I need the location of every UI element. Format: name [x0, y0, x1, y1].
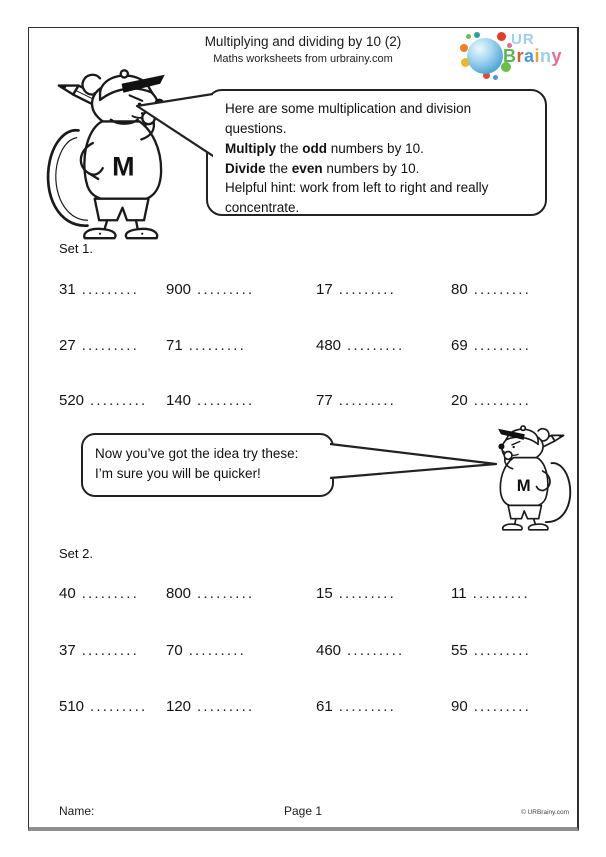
bubble-line: Helpful hint: work from left to right and really concentrate. [225, 180, 489, 216]
answer-blank: ......... [473, 698, 531, 715]
answer-blank: ......... [338, 392, 396, 409]
logo-dot [493, 75, 498, 80]
speech-bubble-instructions [206, 89, 547, 216]
question-item: 27 ......... [59, 337, 139, 354]
mascot-shirt-letter: M [112, 151, 135, 182]
question-item: 61 ......... [316, 698, 396, 715]
speech-bubble-tail [133, 90, 213, 164]
set1-label: Set 1. [59, 241, 93, 256]
question-item: 37 ......... [59, 642, 139, 659]
question-item: 20 ......... [451, 392, 531, 409]
question-item: 15 ......... [316, 585, 396, 602]
set1-row-2 [59, 337, 569, 354]
page-subtitle: Maths worksheets from urbrainy.com [213, 53, 393, 65]
logo-dot [474, 32, 480, 38]
question-item: 55 ......... [451, 642, 531, 659]
answer-blank: ......... [472, 585, 530, 602]
answer-blank: ......... [197, 585, 255, 602]
answer-blank: ......... [197, 698, 255, 715]
logo-text-brainy: Brainy [503, 46, 563, 66]
logo-dot [466, 34, 471, 39]
speech-bubble-encouragement [81, 433, 334, 497]
answer-blank: ......... [473, 337, 531, 354]
question-item: 510 ......... [59, 698, 148, 715]
question-item: 480 ......... [316, 337, 405, 354]
answer-blank: ......... [197, 281, 255, 298]
answer-blank: ......... [81, 642, 139, 659]
question-item: 520 ......... [59, 392, 148, 409]
answer-blank: ......... [473, 642, 531, 659]
question-item: 71 ......... [166, 337, 246, 354]
name-label: Name: [59, 804, 95, 818]
question-item: 40 ......... [59, 585, 139, 602]
answer-blank: ......... [338, 281, 396, 298]
page-title: Multiplying and dividing by 10 (2) [204, 34, 402, 49]
answer-blank: ......... [473, 392, 531, 409]
question-item: 77 ......... [316, 392, 396, 409]
worksheet-page [28, 27, 579, 831]
set2-row-3 [59, 698, 569, 715]
question-item: 80 ......... [451, 281, 531, 298]
answer-blank: ......... [473, 281, 531, 298]
set2-row-2 [59, 642, 569, 659]
answer-blank: ......... [81, 281, 139, 298]
page-number: Page 1 [283, 804, 323, 818]
logo-globe-icon [467, 38, 503, 74]
answer-blank: ......... [347, 337, 405, 354]
question-item: 800 ......... [166, 585, 255, 602]
bubble-line: I’m sure you will be quicker! [95, 465, 261, 481]
set2-label: Set 2. [59, 546, 93, 561]
answer-blank: ......... [188, 642, 246, 659]
answer-blank: ......... [338, 698, 396, 715]
question-item: 90 ......... [451, 698, 531, 715]
answer-blank: ......... [81, 585, 139, 602]
copyright-text: © URBrainy.com [520, 809, 569, 816]
question-item: 69 ......... [451, 337, 531, 354]
mouse-mascot-small-illustration [477, 422, 577, 531]
question-item: 11 ......... [451, 585, 530, 602]
answer-blank: ......... [90, 698, 148, 715]
mascot-shirt-letter: M [516, 475, 531, 495]
answer-blank: ......... [90, 392, 148, 409]
set1-row-3 [59, 392, 569, 409]
question-item: 120 ......... [166, 698, 255, 715]
question-item: 140 ......... [166, 392, 255, 409]
answer-blank: ......... [347, 642, 405, 659]
answer-blank: ......... [81, 337, 139, 354]
logo-text-ur: UR [511, 31, 535, 48]
bubble-line: Here are some multiplication and division questions. [225, 101, 472, 136]
set1-row-1 [59, 281, 569, 298]
question-item: 31 ......... [59, 281, 139, 298]
bubble-line: Divide the even numbers by 10. [225, 160, 420, 176]
set2-row-1 [59, 585, 569, 602]
question-item: 900 ......... [166, 281, 255, 298]
bubble-line: Multiply the odd numbers by 10. [225, 140, 424, 156]
urbrainy-logo [461, 31, 573, 85]
bubble-line: Now you’ve got the idea try these: [95, 446, 299, 461]
answer-blank: ......... [338, 585, 396, 602]
question-item: 70 ......... [166, 642, 246, 659]
logo-dot [497, 32, 506, 41]
question-item: 460 ......... [316, 642, 405, 659]
answer-blank: ......... [197, 392, 255, 409]
question-item: 17 ......... [316, 281, 396, 298]
answer-blank: ......... [188, 337, 246, 354]
